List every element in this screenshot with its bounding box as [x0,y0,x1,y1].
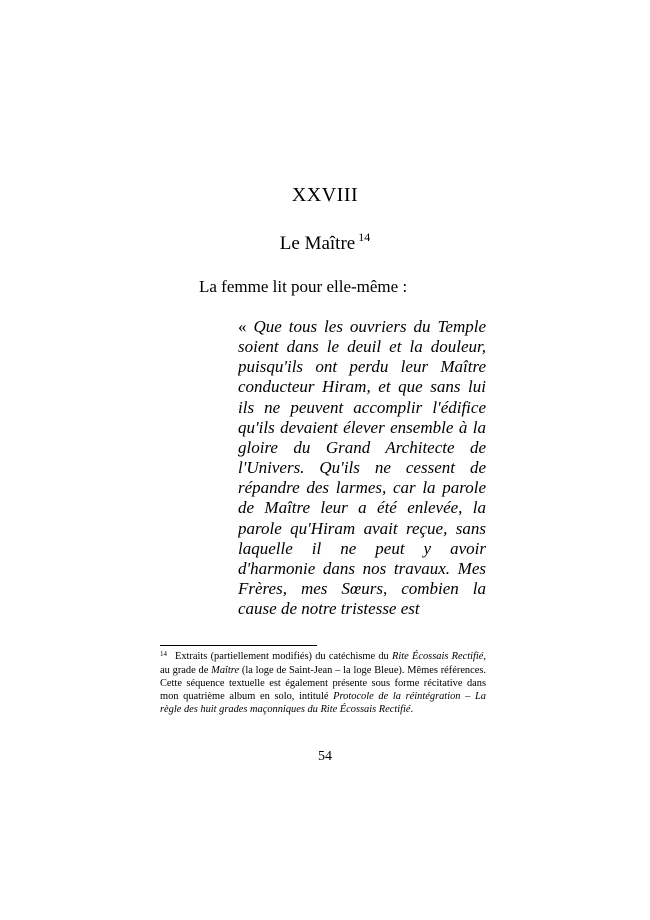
footnote [160,650,486,716]
footnote-text-4: . [410,704,414,715]
footnote-rite-title: Rite Écossais Rectifié [392,651,484,662]
chapter-title-text: Le Maître [279,233,356,254]
chapter-title [0,230,650,255]
chapter-number: XXVIII [291,184,359,206]
footnote-separator [160,645,317,646]
footnote-text-1: Extraits (partiellement modifiés) du catéchisme du [175,651,393,662]
footnote-album-title: Protocole de la réintégration – La règle des huit grades maçonniques du Rite Écossais Rectifié [160,691,486,715]
quote-block [238,317,486,619]
quote-text: Que tous les ouvriers du Temple soient dans le deuil et la douleur, puisqu'ils ont perdu leur Maître conducteur Hiram, et que sans lui ils ne peuvent accomplir l'édifice qu'ils devaient élever ensemble à la gloire du Grand Architecte de l'Univers. Qu'ils ne cessent de répandre des larmes, car la parole de Maître leur a été enlevée, la parole qu'Hiram avait reçue, sans laquelle il ne peut y avoir d'harmonie dans nos travaux. Mes Frères, mes Sœurs, combien la cause de notre tristesse est [238,317,486,619]
footnote-text-2: , au grade de [160,651,487,676]
footnote-text-3: (la loge de Saint-Jean – la loge Bleue). Mêmes références. Cette séquence textuelle est également présente sous forme récitative dans mon quatrième album en solo, intitulé [160,665,486,702]
page-number: 54 [318,749,332,764]
intro-line: La femme lit pour elle-même : [199,277,408,296]
footnote-number: 14 [160,650,167,658]
footnote-grade: Maître [211,665,240,676]
footnote-reference[interactable]: 14 [358,230,371,244]
quote-open-mark: « [238,317,254,336]
